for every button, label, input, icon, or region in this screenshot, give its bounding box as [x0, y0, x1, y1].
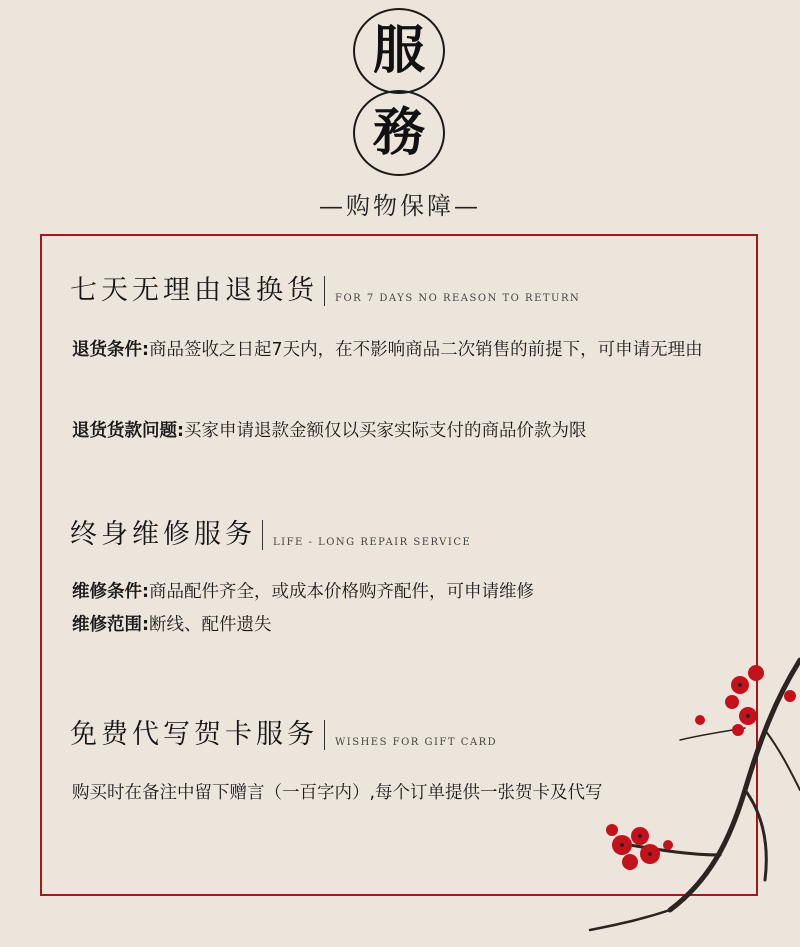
section-repair-title: 终身维修服务 — [70, 519, 256, 551]
section-repair-header — [70, 520, 471, 550]
page-subtitle: —购物保障— — [319, 192, 481, 220]
section-return-title: 七天无理由退换货 — [70, 275, 318, 307]
repair-scope-row — [72, 609, 732, 641]
section-repair-subtitle-en: LIFE - LONG REPAIR SERVICE — [273, 537, 472, 548]
plum-blossom-illustration — [560, 640, 800, 947]
return-condition-label: 退货条件: — [72, 340, 149, 360]
repair-scope-label: 维修范围: — [72, 615, 149, 635]
section-return-subtitle-en: FOR 7 DAYS NO REASON TO RETURN — [335, 293, 581, 304]
title-divider — [324, 276, 325, 306]
return-condition-text: 商品签收之日起7天内，在不影响商品二次销售的前提下，可申请无理由 — [149, 340, 703, 360]
section-card-header — [70, 720, 497, 750]
section-card-subtitle-en: WISHES FOR GIFT CARD — [335, 737, 498, 748]
card-service-text: 购买时在备注中留下赠言（一百字内）,每个订单提供一张贺卡及代写 — [72, 783, 603, 803]
repair-condition-label: 维修条件: — [72, 582, 149, 602]
section-return-header — [70, 276, 580, 306]
seal-char-fu: 服 — [372, 20, 425, 81]
refund-text: 买家申请退款金额仅以买家实际支付的商品价款为限 — [184, 421, 587, 441]
seal-bottom — [353, 90, 445, 176]
refund-label: 退货货款问题: — [72, 421, 184, 441]
title-divider — [262, 520, 263, 550]
return-condition-row — [72, 334, 732, 366]
section-card-title: 免费代写贺卡服务 — [70, 719, 318, 751]
refund-row — [72, 415, 732, 447]
repair-condition-row — [72, 576, 732, 608]
seal-top — [353, 8, 445, 94]
repair-condition-text: 商品配件齐全，或成本价格购齐配件，可申请维修 — [149, 582, 534, 602]
seal-char-wu: 務 — [372, 102, 425, 163]
repair-scope-text: 断线、配件遗失 — [149, 615, 272, 635]
title-divider — [324, 720, 325, 750]
